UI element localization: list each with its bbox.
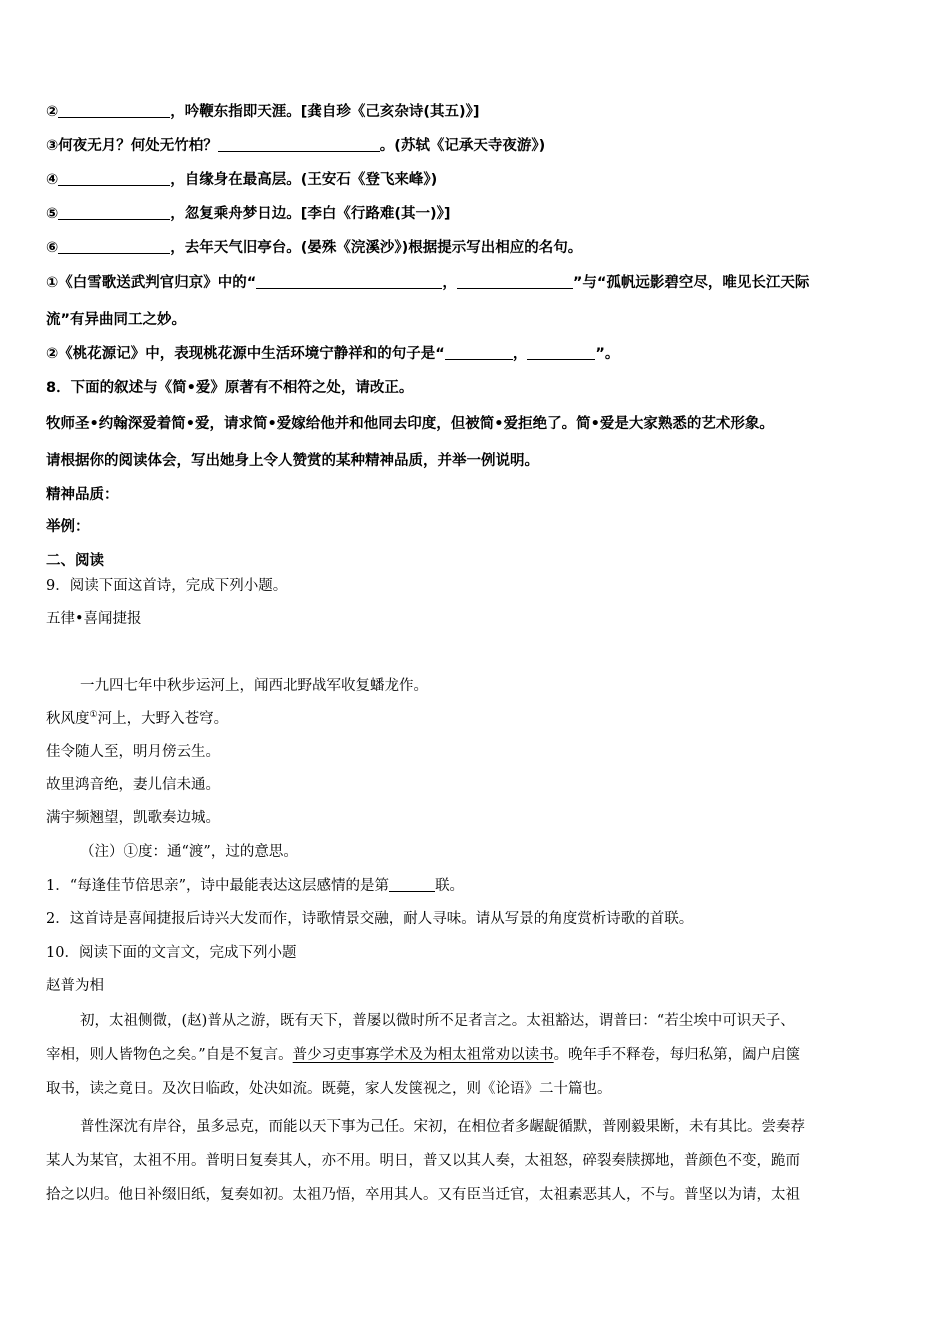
answer-blank[interactable] — [527, 345, 595, 360]
poem-text: 秋风度 — [46, 711, 90, 727]
answer-blank[interactable] — [58, 205, 170, 220]
line-text: 宰相，则人皆物色之矣。”自是不复言。 — [46, 1047, 293, 1063]
article-paragraph-2-line-2: 某人为某官，太祖不用。普明日复奏其人，亦不用。明日，普又以其人奏，太祖怒，碎裂奏牍掷地，普颜色不变，跪而 — [46, 1153, 800, 1169]
line-text: ”与“孤帆远影碧空尽，唯见长江天际 — [572, 275, 810, 291]
line-text: 。晚年手不释卷，每归私第，阖户启箧 — [553, 1047, 801, 1063]
answer-blank[interactable] — [58, 103, 170, 118]
sub-question-1 — [46, 876, 464, 896]
question-8-text: 牧师圣•约翰深爱着简•爱，请求简•爱嫁给他并和他同去印度，但被简•爱拒绝了。简•爱是大家熟悉的艺术形象。 — [46, 416, 774, 432]
line-text: 1．“每逢佳节倍思亲”，诗中最能表达这层感情的是第 — [46, 878, 390, 894]
line-text: ②《桃花源记》中，表现桃花源中生活环境宁静祥和的句子是“ — [46, 346, 445, 362]
question-8-title: 8．下面的叙述与《简•爱》原著有不相符之处，请改正。 — [46, 380, 414, 396]
fill-in-line-7-cont: 流”有异曲同工之妙。 — [46, 312, 187, 328]
article-title: 赵普为相 — [46, 978, 104, 994]
answer-blank[interactable] — [389, 877, 435, 892]
question-8-prompt: 请根据你的阅读体会，写出她身上令人赞赏的某种精神品质，并举一例说明。 — [46, 453, 539, 469]
article-paragraph-1-line-1: 初，太祖侧微，(赵)普从之游，既有天下，普屡以微时所不足者言之。太祖豁达，谓普曰：“若尘埃中可识天子、 — [80, 1013, 795, 1029]
line-text: ， — [512, 346, 528, 362]
fill-in-line-8 — [46, 344, 619, 364]
poem-line-1 — [46, 709, 228, 729]
line-text: ， — [442, 275, 457, 291]
line-text: ①《白雪歌送武判官归京》中的“ — [46, 275, 257, 291]
fill-in-line-6 — [46, 238, 582, 258]
example-label: 举例： — [46, 519, 90, 535]
line-text: ，去年天气旧亭台。(晏殊《浣溪沙》)根据提示写出相应的名句。 — [170, 240, 583, 256]
answer-blank[interactable] — [445, 345, 513, 360]
poem-title: 五律•喜闻捷报 — [46, 611, 142, 627]
article-paragraph-1-line-2 — [46, 1045, 800, 1065]
fill-in-line-3 — [46, 136, 545, 156]
poem-line-4: 满宇频翘望，凯歌奏边城。 — [46, 810, 220, 826]
answer-blank[interactable] — [58, 239, 170, 254]
article-paragraph-2-line-1: 普性深沈有岸谷，虽多忌克，而能以天下事为己任。宋初，在相位者多龌龊循默，普刚毅果断，未有其比。尝奏荐 — [80, 1119, 805, 1135]
line-text: ”。 — [595, 346, 620, 362]
item-number: ④ — [46, 172, 59, 188]
poem-text: 河上，大野入苍穹。 — [97, 711, 229, 727]
footnote-marker: ① — [89, 710, 98, 720]
sub-question-2: 2．这首诗是喜闻捷报后诗兴大发而作，诗歌情景交融，耐人寻味。请从写景的角度赏析诗歌的首联。 — [46, 911, 694, 927]
section-2-heading: 二、阅读 — [46, 553, 104, 569]
line-text: 联。 — [435, 878, 465, 894]
line-text: 。(苏轼《记承天寺夜游》) — [379, 138, 546, 154]
question-9-title: 9．阅读下面这首诗，完成下列小题。 — [46, 578, 288, 594]
line-text: ，吟鞭东指即天涯。[龚自珍《己亥杂诗(其五)》] — [170, 104, 480, 120]
answer-blank[interactable] — [457, 274, 573, 289]
question-10-title: 10．阅读下面的文言文，完成下列小题 — [46, 945, 297, 961]
line-text: ③何夜无月？何处无竹柏？ — [46, 138, 218, 154]
answer-blank[interactable] — [218, 137, 380, 152]
poem-preface: 一九四七年中秋步运河上，闻西北野战军收复蟠龙作。 — [80, 678, 428, 694]
article-paragraph-1-line-3: 取书，读之竟日。及次日临政，处决如流。既薨，家人发箧视之，则《论语》二十篇也。 — [46, 1081, 612, 1097]
spirit-quality-label: 精神品质： — [46, 487, 119, 503]
fill-in-line-2 — [46, 102, 480, 122]
line-text: ，自缘身在最高层。(王安石《登飞来峰》) — [170, 172, 438, 188]
poem-line-3: 故里鸿音绝，妻儿信未通。 — [46, 777, 220, 793]
answer-blank[interactable] — [58, 171, 170, 186]
line-text: ，忽复乘舟梦日边。[李白《行路难(其一)》] — [170, 206, 451, 222]
item-number: ⑥ — [46, 240, 59, 256]
fill-in-line-7 — [46, 273, 809, 293]
fill-in-line-5 — [46, 204, 451, 224]
poem-line-2: 佳令随人至，明月傍云生。 — [46, 744, 220, 760]
item-number: ⑤ — [46, 206, 59, 222]
item-number: ② — [46, 104, 59, 120]
underlined-sentence: 普少习吏事寡学术及为相太祖常劝以读书 — [292, 1047, 554, 1063]
fill-in-line-4 — [46, 170, 437, 190]
answer-blank[interactable] — [256, 274, 442, 289]
article-paragraph-2-line-3: 拾之以归。他日补缀旧纸，复奏如初。太祖乃悟，卒用其人。又有臣当迁官，太祖素恶其人，不与。普坚以为请，太祖 — [46, 1187, 800, 1203]
poem-note: （注）①度：通“渡”，过的意思。 — [80, 844, 298, 860]
